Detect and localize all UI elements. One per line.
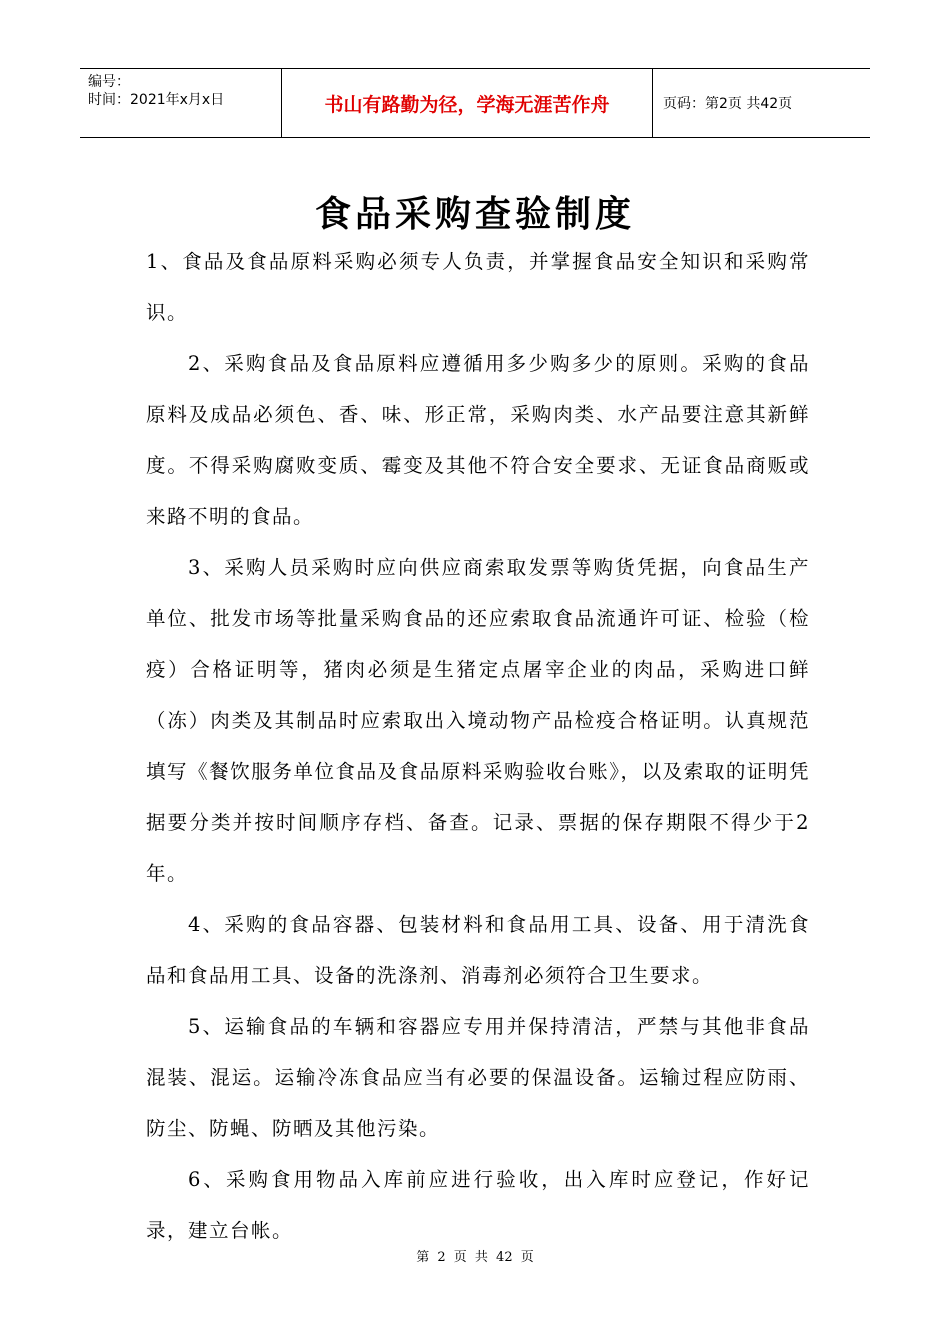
header-meta — [80, 69, 281, 137]
paragraph-5: 5、运输食品的车辆和容器应专用并保持清洁，严禁与其他非食品混装、混运。运输冷冻食品应当有必要的保温设备。运输过程应防雨、防尘、防蝇、防晒及其他污染。 — [146, 1015, 810, 1140]
document-body — [146, 236, 810, 1256]
document-date: 时间：2021年x月x日 — [88, 92, 225, 108]
paragraph-6: 6、采购食用物品入库前应进行验收，出入库时应登记，作好记录，建立台帐。 — [146, 1168, 810, 1242]
document-title: 食品采购查验制度 — [314, 194, 635, 235]
page-header — [80, 68, 870, 138]
document-number-label: 编号： — [88, 74, 130, 90]
header-motto: 书山有路勤为径，学海无涯苦作舟 — [281, 69, 653, 137]
paragraph-3: 3、采购人员采购时应向供应商索取发票等购货凭据，向食品生产单位、批发市场等批量采购食品的还应索取食品流通许可证、检验（检疫）合格证明等，猪肉必须是生猪定点屠宰企业的肉品，采购进口鲜（冻）肉类及其制品时应索取出入境动物产品检疫合格证明。认真规范填写《餐饮服务单位食品及食品原料采购验收台账》，以及索取的证明凭据要分类并按时间顺序存档、备查。记录、票据的保存期限不得少于2年。 — [146, 556, 810, 885]
paragraph-1: 1、食品及食品原料采购必须专人负责，并掌握食品安全知识和采购常识。 — [146, 250, 810, 324]
page-footer: 第 2 页 共 42 页 — [416, 1250, 534, 1265]
header-page-info: 页码：第2页 共42页 — [663, 96, 793, 112]
paragraph-4: 4、采购的食品容器、包装材料和食品用工具、设备、用于清洗食品和食品用工具、设备的洗涤剂、消毒剂必须符合卫生要求。 — [146, 913, 810, 987]
paragraph-2: 2、采购食品及食品原料应遵循用多少购多少的原则。采购的食品原料及成品必须色、香、味、形正常，采购肉类、水产品要注意其新鲜度。不得采购腐败变质、霉变及其他不符合安全要求、无证食品商贩或来路不明的食品。 — [146, 352, 810, 528]
